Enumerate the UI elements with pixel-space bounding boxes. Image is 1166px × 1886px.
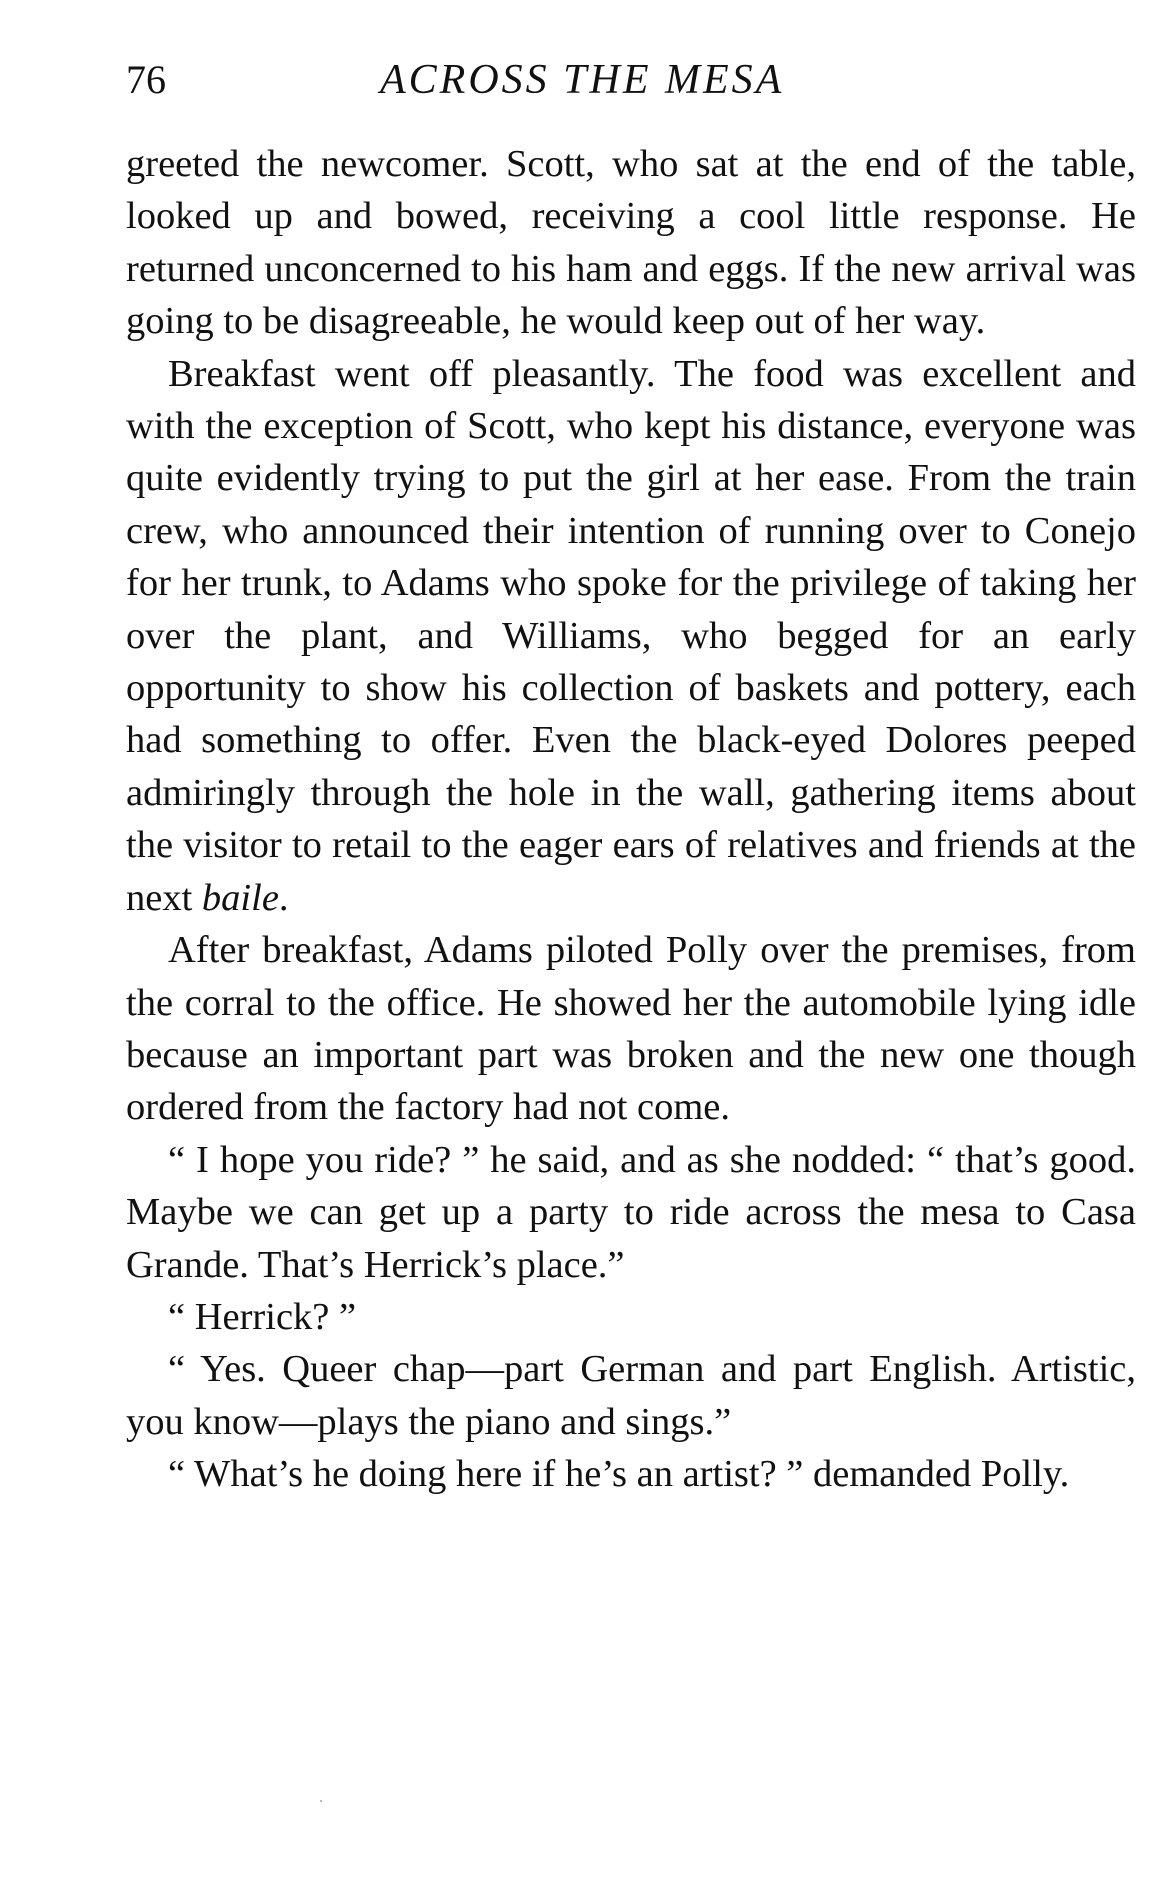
paragraph-4-text: “ I hope you ride? ” he said, and as she nodded: “ that’s good. Maybe we can get up a party to ride across the mesa to Casa Grande. That’s Herrick’s place.” xyxy=(126,1138,1136,1286)
paragraph-2-italic-word: baile xyxy=(201,876,279,919)
paragraph-3-text: After breakfast, Adams piloted Polly over the premises, from the corral to the office. He showed her the automobile lying idle because an important part was broken and the new one though ordered from the factory had not come. xyxy=(126,929,1136,1129)
paragraph-2-tail: . xyxy=(278,876,289,919)
paragraph-3 xyxy=(126,924,1136,1134)
paragraph-2 xyxy=(126,348,1136,924)
running-title: ACROSS THE MESA xyxy=(380,57,785,103)
paragraph-6-text: “ Yes. Queer chap—part German and part English. Artistic, you know—plays the piano and sings.” xyxy=(126,1348,1136,1443)
paragraph-7-text: “ What’s he doing here if he’s an artist? ” demanded Polly. xyxy=(168,1453,1070,1496)
paragraph-7 xyxy=(126,1448,1136,1500)
paper-speck xyxy=(320,1800,322,1802)
paragraph-5-text: “ Herrick? ” xyxy=(168,1295,357,1338)
paragraph-2-text: Breakfast went off pleasantly. The food was excellent and with the exception of Scott, who kept his distance, everyone was quite evidently trying to put the girl at her ease. From the train crew, who announced their intention of running over to Conejo for her trunk, to Adams who spoke for the privilege of taking her over the plant, and Williams, who begged for an early opportunity to show his collection of baskets and pottery, each had something to offer. Even the black-eyed Dolores peeped admiringly through the hole in the wall, gathering items about the visitor to retail to the eager ears of relatives and friends at the next xyxy=(126,352,1136,919)
paragraph-5 xyxy=(126,1291,1136,1343)
paragraph-1 xyxy=(126,138,1136,348)
body-text xyxy=(126,138,1136,1501)
running-head xyxy=(126,50,1136,110)
paragraph-4 xyxy=(126,1134,1136,1291)
paragraph-6 xyxy=(126,1343,1136,1448)
paragraph-1-text: greeted the newcomer. Scott, who sat at the end of the table, looked up and bowed, receiving a cool little response. He returned unconcerned to his ham and eggs. If the new arrival was going to be disagreeable, he would keep out of her way. xyxy=(126,143,1136,343)
page-number: 76 xyxy=(126,57,166,102)
book-page xyxy=(126,50,1136,1501)
